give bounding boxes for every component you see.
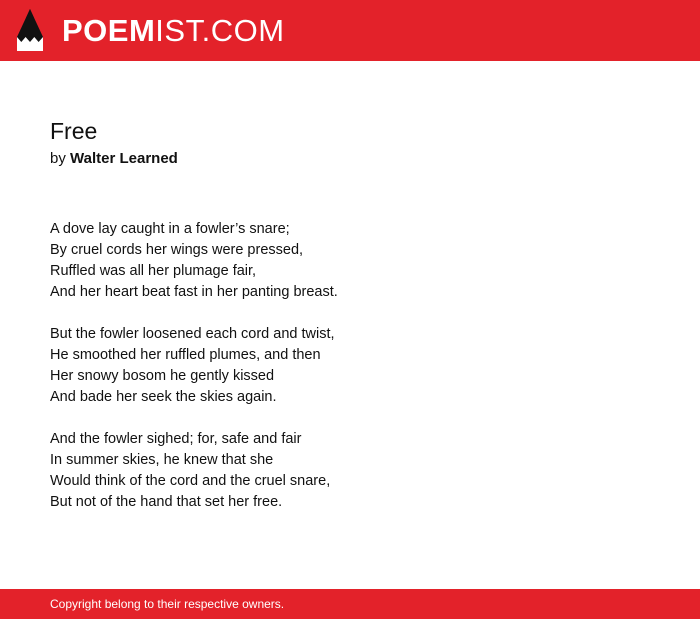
poem-line: And her heart beat fast in her panting breast. bbox=[50, 284, 338, 300]
poem-line: And bade her seek the skies again. bbox=[50, 389, 277, 405]
poem-stanza bbox=[50, 324, 650, 408]
poem-line: He smoothed her ruffled plumes, and then bbox=[50, 347, 321, 363]
poem-line: But the fowler loosened each cord and twist, bbox=[50, 326, 335, 342]
poem-line: And the fowler sighed; for, safe and fair bbox=[50, 431, 302, 447]
logo-rest-text: IST.COM bbox=[155, 13, 285, 48]
logo-bold-text: POEM bbox=[62, 13, 156, 48]
poem-stanza bbox=[50, 219, 650, 303]
poem-line: Her snowy bosom he gently kissed bbox=[50, 368, 275, 384]
poem-author: Walter Learned bbox=[70, 150, 178, 167]
pencil-tip-icon[interactable] bbox=[17, 9, 43, 51]
poem-line: By cruel cords her wings were pressed, bbox=[50, 242, 304, 258]
by-label: by bbox=[50, 150, 66, 167]
poem-title: Free bbox=[50, 118, 98, 144]
poem-line: Would think of the cord and the cruel snare, bbox=[50, 473, 331, 489]
poem-body bbox=[50, 219, 650, 534]
poem-stanza bbox=[50, 429, 650, 513]
poem-line: A dove lay caught in a fowler’s snare; bbox=[50, 221, 290, 237]
site-header bbox=[0, 0, 700, 61]
site-logo[interactable] bbox=[62, 13, 285, 49]
copyright-text: Copyright belong to their respective owners. bbox=[50, 597, 285, 611]
poem-byline bbox=[50, 149, 178, 169]
poem-line: Ruffled was all her plumage fair, bbox=[50, 263, 257, 279]
poem-line: But not of the hand that set her free. bbox=[50, 494, 283, 510]
poem-line: In summer skies, he knew that she bbox=[50, 452, 274, 468]
site-footer bbox=[0, 589, 700, 619]
